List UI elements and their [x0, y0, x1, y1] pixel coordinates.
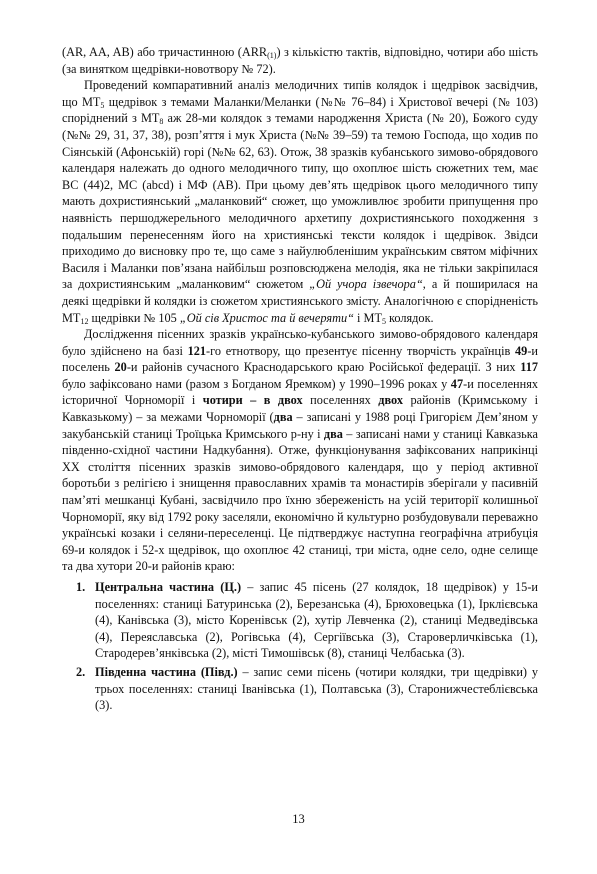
paragraph-continuation: (AR, AA, AB) або тричастинною $(ARR_{(1)})$ з кількістю тактів, відповідно, чотири або шість (за винятком щедрівки-новотвору № 72).: [62, 45, 539, 76]
page-body: [62, 44, 538, 716]
region-list: [62, 579, 538, 714]
list-item: 1. Центральна частина (Ц.) – запис 45 пісень (27 колядок, 18 щедрівок) у 15-и поселеннях: станиці Батуринська (2), Березанська (4), Брюховецька (1), Ірклієвська (4), Канівська (3), місто Коренівськ (2), хутір Левченка (2), станиці Медведівська (4), Переяславська (2), Рогівська (4), Сергіївська (3), Староверличківська (1), Стародерев’янківська (2), місті Тимошівськ (8), станиці Челбаська (3).: [76, 580, 538, 661]
page-number: 13: [292, 812, 305, 826]
list-item: 2. Південна частина (Півд.) – запис семи пісень (чотири колядки, три щедрівки) у трьох поселеннях: станиці Іванівська (1), Полтавська (3), Старонижчестеблієвська (3).: [76, 664, 538, 713]
paragraph-comparative-analysis: Проведений компаративний аналіз мелодичних типів колядок і щедрівок засвідчив, що $МТ_5$ щедрівок з темами Маланки/Меланки (№№ 76–84) і Христової вечері (№ 103) споріднений з $МТ_8$ аж 28-ми колядок з темами народження Христа (№ 20), Божого суду (№№ 29, 31, 37, 38), розп’яття і мук Христа (№№ 39–59) та темою Господа, що ходив по Сіянській (Афонській) горі (№№ 62, 63). Отож, 38 зразків кубанського зимово-обрядового календаря належать до одного мелодичного типу, що охоплює шість сюжетних тем, має ВС (44)2, МС (abcd) і МФ (АВ). При цьому дев’ять щедрівок цього мелодичного типу мають дохристиянський „маланковий“ сюжет, що уможливлює зробити припущення про наявність першоджерельного мелодичного архетипу дохристиянського походження з подальшим перенесенням його на християнські тексти колядок і щедрівок. Звідси приходимо до висновку про те, що саме з найулюбленішим українським святом міфічних Василя і Маланки пов’язана найбільш розповсюджена мелодія, яка не тільки закріпилася за дохристиянським „маланковим“ сюжетом „Ой учора ізвечора“, а й поширилася на деякі щедрівки й колядки із сюжетом християнського змісту. Аналогічною є спорідненість $МТ_{12}$ щедрівки № 105 „Ой сів Христос та й вечеряти“ і $МТ_5$ колядок.: [62, 78, 538, 326]
paragraph-research-base: Дослідження пісенних зразків українсько-кубанського зимово-обрядового календаря було здійснено на базі 121-го етнотвору, що презентує пісенну творчість українців 49-и поселень 20-и районів сучасного Краснодарського краю Російської федерації. З них 117 було зафіксовано нами (разом з Богданом Яремком) у 1990–1996 роках у 47-и поселеннях історичної Чорноморії і чотири – в двох поселеннях двох районів (Кримському і Кавказькому) – за межами Чорноморії (два – записані у 1988 році Григорієм Дем’яном у закубанській станиці Троїцька Кримського р-ну і два – записані нами у станиці Кавказька південно-східної частини Надкубання). Отже, функціонування зафіксованих наприкінці ХХ століття пісенних зразків зимово-обрядового календаря, що у період активної боротьби з релігією і знищення православних храмів та монастирів зберігали у пасивній пам’яті мешканці Кубані, засвідчило про їхню збереженість на усій території колишньої Чорноморії, яку від 1792 року заселяли, економічно й культурно розбудовували переважно українські козаки і селяни-переселенці. Це підтверджує наступна географічна атрибуція 69-и колядок і 52-х щедрівок, що охоплює 42 станиці, три міста, одне село, одне селище та два хутори 20-и районів краю:: [62, 327, 538, 574]
